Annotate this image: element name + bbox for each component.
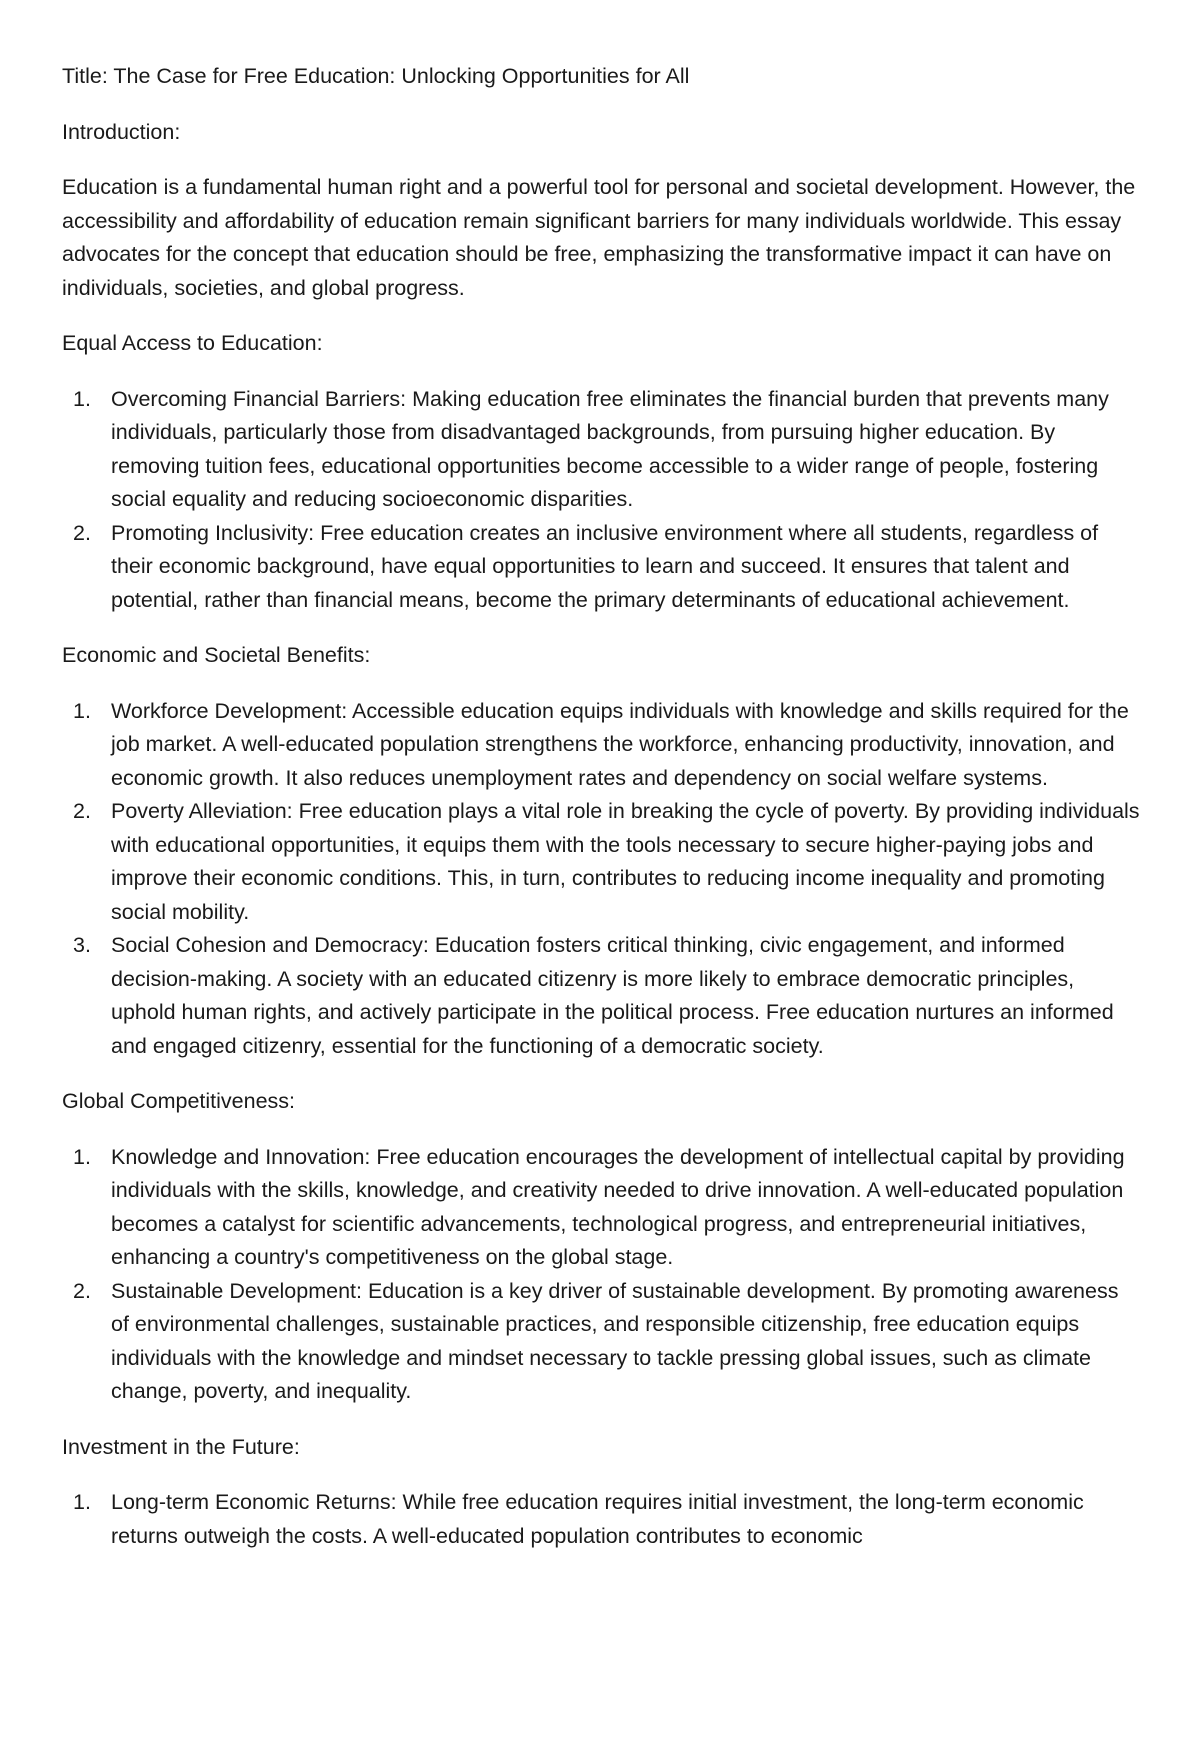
list-item-text: Poverty Alleviation: Free education plays a vital role in breaking the cycle of poverty. By providing individuals with educational opportunities, it equips them with the tools necessary to secure higher-paying jobs and improve their economic conditions. This, in turn, contributes to reducing income inequality and promoting social mobility.: [111, 799, 1140, 924]
list-number: 2.: [73, 799, 91, 823]
list-number: 2.: [73, 1278, 91, 1303]
list-item-text: Workforce Development: Accessible education equips individuals with knowledge and skills required for the job market. A well-educated population strengthens the workforce, enhancing productivity, innovation, and economic growth. It also reduces unemployment rates and dependency on social welfare systems.: [111, 698, 1129, 790]
list-item-text: Knowledge and Innovation: Free education encourages the development of intellectual capital by providing individuals with the skills, knowledge, and creativity needed to drive innovation. A well-educated population becomes a catalyst for scientific advancements, technological progress, and entrepreneurial initiatives, enhancing a country's competitiveness on the global stage.: [111, 1144, 1125, 1269]
list-number: 3.: [73, 933, 91, 957]
list-item-text: Overcoming Financial Barriers: Making education free eliminates the financial burden that prevents many individuals, particularly those from disadvantaged backgrounds, from pursuing higher education. By removing tuition fees, educational opportunities become accessible to a wider range of people, fostering social equality and reducing socioeconomic disparities.: [111, 386, 1109, 511]
economic-societal-list: [62, 695, 1142, 1064]
section-heading-introduction: Introduction:: [62, 119, 181, 144]
document-title: Title: The Case for Free Education: Unlocking Opportunities for All: [62, 64, 690, 88]
section-heading-equal-access: Equal Access to Education:: [62, 331, 323, 355]
list-item-text: Sustainable Development: Education is a key driver of sustainable development. By promoting awareness of environmental challenges, sustainable practices, and responsible citizenship, free education equips individuals with the knowledge and mindset necessary to tackle pressing global issues, such as climate change, poverty, and inequality.: [111, 1278, 1119, 1403]
list-item-text: Long-term Economic Returns: While free education requires initial investment, the long-term economic returns outweigh the costs. A well-educated population contributes to economic: [111, 1490, 1084, 1548]
list-number: 1.: [73, 386, 91, 411]
list-item-text: Promoting Inclusivity: Free education creates an inclusive environment where all students, regardless of their economic background, have equal opportunities to learn and succeed. It ensures that talent and potential, rather than financial means, become the primary determinants of educational achievement.: [111, 520, 1099, 612]
list-item: [62, 1275, 1142, 1409]
list-item: [62, 795, 1142, 929]
document-page: [62, 60, 1142, 1575]
list-item: [62, 383, 1142, 517]
list-item: [62, 695, 1142, 796]
list-number: 2.: [73, 520, 91, 545]
list-number: 1.: [73, 1144, 91, 1169]
introduction-paragraph: Education is a fundamental human right and a powerful tool for personal and societal development. However, the accessibility and affordability of education remain significant barriers for many individuals worldwide. This essay advocates for the concept that education should be free, emphasizing the transformative impact it can have on individuals, societies, and global progress.: [62, 175, 1136, 300]
investment-future-list: [62, 1486, 1142, 1553]
list-item: [62, 929, 1142, 1063]
list-number: 1.: [73, 698, 91, 723]
list-item: [62, 1141, 1142, 1275]
list-item-text: Social Cohesion and Democracy: Education fosters critical thinking, civic engagement, and informed decision-making. A society with an educated citizenry is more likely to embrace democratic principles, uphold human rights, and actively participate in the political process. Free education nurtures an informed and engaged citizenry, essential for the functioning of a democratic society.: [111, 933, 1114, 1058]
section-heading-investment-future: Investment in the Future:: [62, 1434, 300, 1459]
list-item: [62, 1486, 1142, 1553]
list-number: 1.: [73, 1490, 91, 1514]
section-heading-economic-societal: Economic and Societal Benefits:: [62, 643, 371, 667]
list-item: [62, 517, 1142, 618]
global-competitiveness-list: [62, 1141, 1142, 1409]
section-heading-global-competitiveness: Global Competitiveness:: [62, 1089, 296, 1113]
equal-access-list: [62, 383, 1142, 618]
